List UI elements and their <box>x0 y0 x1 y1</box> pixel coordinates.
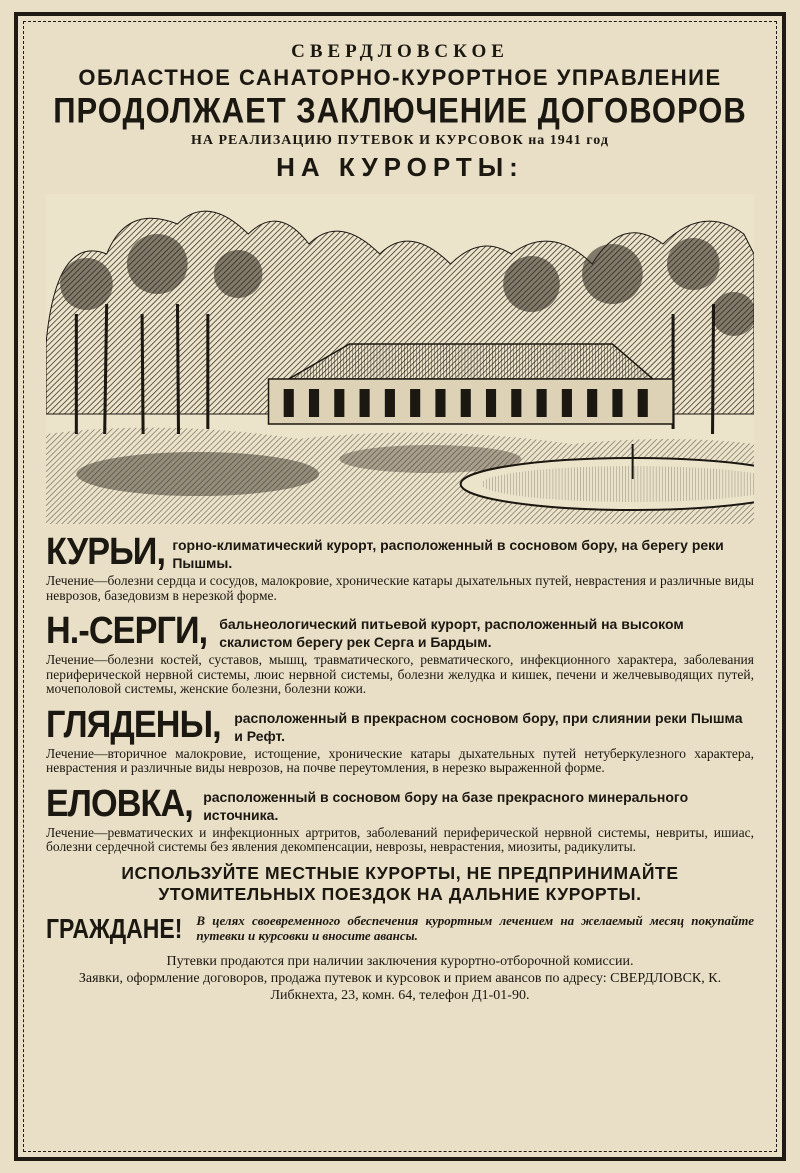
resort-name: ГЛЯДЕНЫ, <box>46 703 221 746</box>
resort-glyadeny <box>46 703 754 776</box>
appeal <box>46 863 754 905</box>
resort-n-sergi <box>46 610 754 697</box>
footer-sales-note: Путевки продаются при наличии заключения курортно-отборочной комиссии. <box>166 953 634 969</box>
header-subline: НА РЕАЛИЗАЦИЮ ПУТЕВОК И КУРСОВОК на 1941 год <box>191 133 609 148</box>
header-org-region: СВЕРДЛОВСКОЕ <box>291 41 509 62</box>
header-headline: ПРОДОЛЖАЕТ ЗАКЛЮЧЕНИЕ ДОГОВОРОВ <box>53 90 747 131</box>
resort-treatment: Лечение—вторичное малокровие, истощение, хронические катары дыхательных путей нетуберкулезного характера, неврастения и различные виды неврозов, на почве переутомления, в нерезко выраженной форме. <box>46 745 754 775</box>
citizens-text: В целях своевременного обеспечения курортным лечением на желаемый месяц покупайте путевки и курсовки и вносите авансы. <box>196 912 754 943</box>
advertisement <box>30 24 770 1149</box>
resort-description: бальнеологический питьевой курорт, расположенный на высоком скалистом берегу рек Серга и Бардым. <box>219 616 684 650</box>
resort-elovka <box>46 782 754 855</box>
resort-name: ЕЛОВКА, <box>46 782 193 825</box>
resort-treatment: Лечение—болезни костей, суставов, мышц, травматического, ревматического, инфекционного характера, заболевания периферической нервной системы, люис нервной системы, болезни желудка и кишек, печени и желчевыводящих путей, мочеполовой системы, женские болезни, болезни кожи. <box>46 652 754 696</box>
resort-description: расположенный в сосновом бору на базе прекрасного минерального источника. <box>203 788 689 823</box>
header <box>46 42 754 180</box>
header-org-name: ОБЛАСТНОЕ САНАТОРНО-КУРОРТНОЕ УПРАВЛЕНИЕ <box>78 65 722 90</box>
resort-description: горно-климатический курорт, расположенный в сосновом бору, на берегу реки Пышмы. <box>172 537 724 571</box>
header-resorts-title: НА КУРОРТЫ: <box>276 152 524 182</box>
resort-name: Н.-СЕРГИ, <box>46 610 208 652</box>
resort-kurji <box>46 531 754 603</box>
appeal-line: ИСПОЛЬЗУЙТЕ МЕСТНЫЕ КУРОРТЫ, НЕ ПРЕДПРИНИМАЙТЕ <box>121 862 679 883</box>
ornamental-border <box>14 12 786 1161</box>
resort-name: КУРЬИ, <box>46 531 166 573</box>
resort-treatment: Лечение—ревматических и инфекционных артритов, заболеваний периферической нервной системы, невриты, ишиас, болезни сердечной системы без явления декомпенсации, неврозы, неврастения, миозиты, радикулиты. <box>46 824 754 854</box>
citizens-title: ГРАЖДАНЕ! <box>46 912 183 944</box>
resort-description: расположенный в прекрасном сосновом бору, при слиянии реки Пышма и Рефт. <box>234 709 743 744</box>
appeal-line: УТОМИТЕЛЬНЫХ ПОЕЗДОК НА ДАЛЬНИЕ КУРОРТЫ. <box>158 883 642 904</box>
footer-address: Заявки, оформление договоров, продажа путевок и курсовок и прием авансов по адресу: СВЕРДЛОВСК, К. Либкнехта, 23, комн. 64, телефон Д1-01-90. <box>78 970 722 1003</box>
citizens-notice <box>46 913 754 943</box>
sanatorium-illustration <box>46 194 754 524</box>
footer <box>46 953 754 1004</box>
resort-treatment: Лечение—болезни сердца и сосудов, малокровие, хронические катары дыхательных путей, неврастения и различные виды неврозов, базедовизм в нерезкой форме. <box>46 573 754 603</box>
